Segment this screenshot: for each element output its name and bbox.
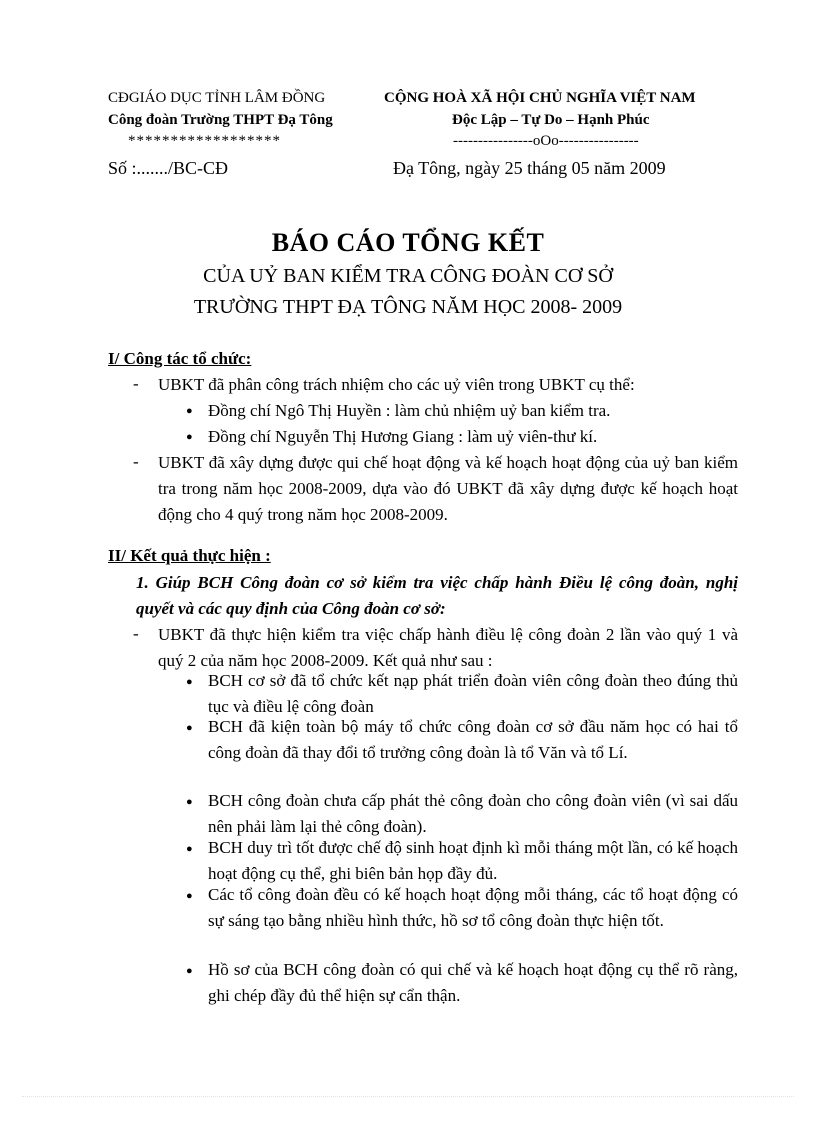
section-1-sub-1: Đồng chí Ngô Thị Huyền : làm chủ nhiệm uỷ ban kiểm tra.: [208, 401, 611, 420]
report-subtitle-1: CỦA UỶ BAN KIỂM TRA CÔNG ĐOÀN CƠ SỞ: [203, 265, 613, 287]
section-1-item-2: UBKT đã xây dựng được qui chế hoạt động và kế hoạch hoạt động của uỷ ban kiểm tra trong năm học 2008-2009, dựa vào đó UBKT đã xây dựng được kế hoạch hoạt động cho 4 quý trong năm học 2008-2009.: [158, 453, 738, 524]
bullet-marker: ●: [186, 890, 193, 902]
result-bullet-3: BCH công đoàn chưa cấp phát thẻ công đoàn cho công đoàn viên (vì sai dấu nên phải làm lại thẻ công đoàn).: [208, 791, 738, 836]
report-subtitle-2: TRƯỜNG THPT ĐẠ TÔNG NĂM HỌC 2008- 2009: [193, 296, 623, 318]
header-country: CỘNG HOÀ XÃ HỘI CHỦ NGHĨA VIỆT NAM: [384, 90, 696, 106]
dash-marker: -: [133, 624, 139, 643]
document-number: Số :......./BC-CĐ: [108, 158, 229, 178]
section-2-numbered-1: 1. Giúp BCH Công đoàn cơ sở kiểm tra việc chấp hành Điều lệ công đoàn, nghị quyết và các quy định của Công đoàn cơ sở:: [136, 573, 738, 618]
bullet-marker: ●: [186, 843, 193, 855]
header-divider: ----------------oOo----------------: [453, 133, 639, 149]
dash-marker: -: [133, 452, 139, 471]
report-title: BÁO CÁO TỔNG KẾT: [271, 228, 545, 257]
result-bullet-2: BCH đã kiện toàn bộ máy tổ chức công đoàn cơ sở đầu năm học có hai tổ công đoàn đã thay đổi tổ trưởng công đoàn là tổ Văn và tổ Lí.: [208, 717, 738, 762]
bullet-marker: ●: [186, 405, 193, 417]
bullet-marker: ●: [186, 796, 193, 808]
header-department: CĐGIÁO DỤC TỈNH LÂM ĐỒNG: [108, 90, 326, 106]
header-stars: ******************: [128, 133, 281, 149]
bullet-marker: ●: [186, 431, 193, 443]
result-bullet-4: BCH duy trì tốt được chế độ sinh hoạt định kì mỗi tháng một lần, có kế hoạch hoạt động cụ thể, ghi biên bản họp đầy đủ.: [208, 838, 739, 883]
section-2-item-1: UBKT đã thực hiện kiểm tra việc chấp hành điều lệ công đoàn 2 lần vào quý 1 và quý 2 của năm học 2008-2009. Kết quả như sau :: [158, 625, 738, 670]
bullet-marker: ●: [186, 722, 193, 734]
section-1-heading: I/ Công tác tổ chức:: [108, 349, 252, 368]
result-bullet-6: Hồ sơ của BCH công đoàn có qui chế và kế hoạch hoạt động cụ thể rõ ràng, ghi chép đầy đủ thể hiện sự cẩn thận.: [208, 960, 738, 1005]
header-motto: Độc Lập – Tự Do – Hạnh Phúc: [452, 112, 650, 128]
bullet-marker: ●: [186, 965, 193, 977]
section-1-item-1: UBKT đã phân công trách nhiệm cho các uỷ viên trong UBKT cụ thể:: [158, 375, 635, 394]
section-1-sub-2: Đồng chí Nguyễn Thị Hương Giang : làm uỷ viên-thư kí.: [208, 427, 598, 446]
dash-marker: -: [133, 374, 139, 393]
document-date: Đạ Tông, ngày 25 tháng 05 năm 2009: [393, 158, 666, 178]
section-2-heading: II/ Kết quả thực hiện :: [108, 546, 271, 565]
header-union-name: Công đoàn Trường THPT Đạ Tông: [108, 112, 333, 128]
result-bullet-1: BCH cơ sở đã tổ chức kết nạp phát triển đoàn viên công đoàn theo đúng thủ tục và điều lệ công đoàn: [208, 671, 738, 716]
page-bottom-rule: [22, 1096, 794, 1097]
bullet-marker: ●: [186, 676, 193, 688]
result-bullet-5: Các tổ công đoàn đều có kế hoạch hoạt động mỗi tháng, các tổ hoạt động có sự sáng tạo bằng nhiều hình thức, hồ sơ tổ công đoàn thực hiện tốt.: [208, 885, 738, 930]
